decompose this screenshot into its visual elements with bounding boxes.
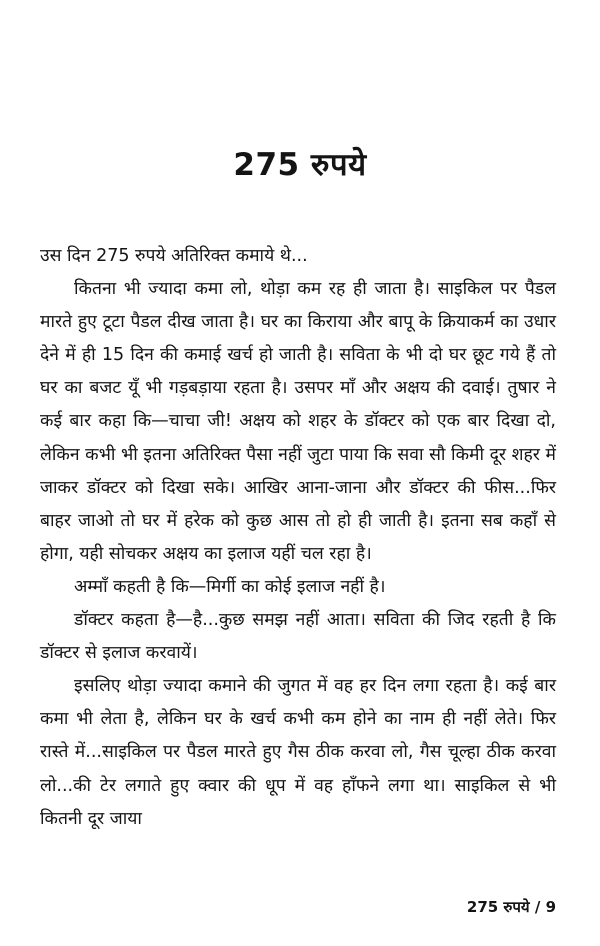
chapter-body (40, 240, 556, 836)
paragraph: अम्माँ कहती है कि—मिर्गी का कोई इलाज नहीं है। (74, 576, 386, 597)
page-footer (467, 896, 556, 918)
paragraph-opening: उस दिन 275 रुपये अतिरिक्त कमाये थे... (40, 246, 308, 266)
paragraph: डॉक्टर कहता है—है...कुछ समझ नहीं आता। सविता की जिद रहती है कि डॉक्टर से इलाज करवायें। (40, 610, 556, 664)
paragraph: कितना भी ज्यादा कमा लो, थोड़ा कम रह ही जाता है। साइकिल पर पैडल मारते हुए टूटा पैडल दीख जाता है। घर का किराया और बापू के क्रियाकर्म का उधार देने में ही 15 दिन की कमाई खर्च हो जाती है। सविता के भी दो घर छूट गये हैं तो घर का बजट यूँ भी गड़बड़ाया रहता है। उसपर माँ और अक्षय की दवाई। तुषार ने कई बार कहा कि—चाचा जी! अक्षय को शहर के डॉक्टर को एक बार दिखा दो, लेकिन कभी भी इतना अतिरिक्त पैसा नहीं जुटा पाया कि सवा सौ किमी दूर शहर में जाकर डॉक्टर को दिखा सके। आखिर आना-जाना और डॉक्टर की फीस...फिर बाहर जाओ तो घर में हरेक को कुछ आस तो हो ही जाती है। इतना सब कहाँ से होगा, यही सोचकर अक्षय का इलाज यहीं चल रहा है। (40, 279, 556, 564)
page-number: 9 (545, 898, 556, 916)
paragraph: इसलिए थोड़ा ज्यादा कमाने की जुगत में वह हर दिन लगा रहता है। कई बार कमा भी लेता है, लेकिन घर के खर्च कभी कम होने का नाम ही नहीं लेते। फिर रास्ते में...साइकिल पर पैडल मारते हुए गैस ठीक करवा लो, गैस चूल्हा ठीक करवा लो...की टेर लगाते हुए क्वार की धूप में वह हाँफने लगा था। साइकिल से भी कितनी दूर जाया (40, 676, 556, 829)
footer-separator: / (529, 898, 546, 916)
running-title: 275 रुपये (466, 898, 530, 916)
chapter-title: 275 रुपये (233, 146, 367, 183)
